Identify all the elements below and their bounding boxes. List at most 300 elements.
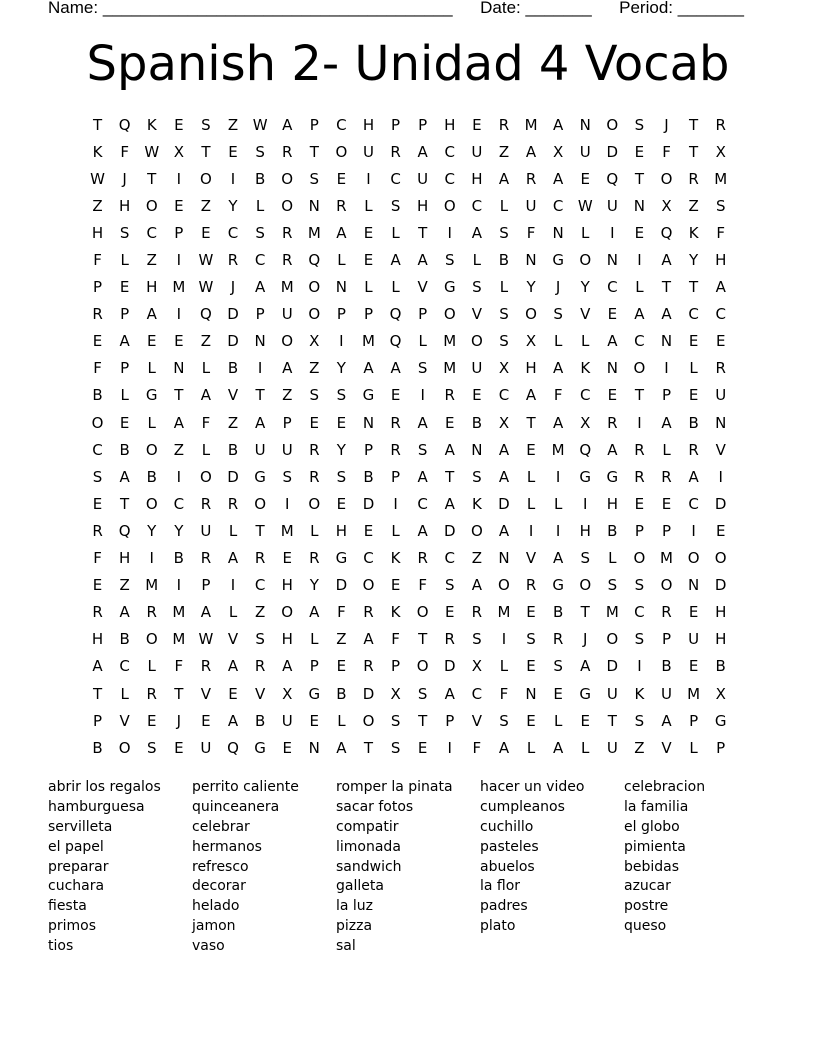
grid-letter: Z: [498, 142, 510, 161]
grid-letter: R: [607, 413, 618, 432]
grid-letter: S: [390, 738, 401, 757]
grid-letter: R: [309, 440, 320, 459]
word-bank-item: decorar: [192, 878, 246, 895]
grid-letter: R: [92, 305, 103, 324]
grid-letter: N: [525, 684, 537, 703]
grid-letter: O: [362, 576, 375, 595]
grid-letter: O: [579, 251, 592, 270]
grid-letter: Q: [200, 305, 212, 324]
grid-letter: A: [498, 521, 510, 540]
grid-letter: A: [282, 657, 293, 676]
grid-letter: S: [472, 467, 482, 486]
grid-letter: N: [498, 549, 510, 568]
grid-letter: E: [688, 332, 699, 351]
grid-letter: V: [254, 684, 266, 703]
grid-letter: D: [498, 494, 510, 513]
grid-letter: S: [526, 630, 536, 649]
grid-letter: O: [200, 169, 212, 188]
grid-letter: A: [282, 359, 293, 378]
grid-letter: L: [689, 738, 698, 757]
grid-letter: U: [579, 142, 591, 161]
grid-letter: E: [174, 332, 184, 351]
grid-letter: H: [715, 630, 727, 649]
grid-letter: X: [309, 332, 320, 351]
grid-letter: F: [499, 684, 509, 703]
grid-letter: V: [227, 630, 239, 649]
grid-letter: Z: [173, 440, 184, 459]
grid-letter: S: [92, 467, 103, 486]
grid-letter: E: [715, 521, 726, 540]
grid-letter: E: [526, 657, 536, 676]
grid-letter: N: [606, 251, 618, 270]
grid-letter: O: [525, 305, 537, 324]
grid-letter: A: [336, 738, 347, 757]
grid-letter: N: [606, 359, 618, 378]
grid-letter: L: [526, 494, 536, 513]
word-bank-item: sandwich: [336, 858, 402, 875]
grid-letter: S: [201, 115, 211, 134]
grid-letter: A: [336, 223, 347, 242]
grid-letter: P: [418, 115, 428, 134]
grid-letter: S: [309, 169, 320, 188]
grid-letter: I: [176, 251, 182, 270]
grid-letter: Y: [174, 521, 184, 540]
grid-letter: R: [498, 115, 510, 134]
grid-letter: L: [608, 549, 617, 568]
grid-letter: R: [471, 603, 483, 622]
grid-letter: P: [282, 413, 292, 432]
grid-letter: O: [633, 359, 646, 378]
grid-letter: S: [553, 305, 563, 324]
grid-letter: O: [308, 305, 321, 324]
grid-letter: H: [606, 494, 618, 513]
grid-letter: Q: [579, 440, 592, 459]
grid-letter: U: [606, 684, 618, 703]
word-bank-item: romper la pinata: [336, 779, 453, 795]
grid-letter: E: [634, 142, 645, 161]
grid-letter: D: [443, 657, 456, 676]
grid-letter: F: [93, 549, 102, 568]
grid-letter: X: [173, 142, 184, 161]
grid-letter: M: [443, 332, 457, 351]
grid-letter: T: [445, 467, 455, 486]
grid-letter: G: [308, 684, 321, 703]
grid-letter: T: [174, 386, 184, 405]
grid-letter: X: [471, 657, 482, 676]
grid-letter: O: [281, 332, 294, 351]
grid-letter: G: [579, 467, 592, 486]
word-bank-item: abuelos: [480, 858, 535, 875]
grid-letter: E: [688, 657, 699, 676]
grid-letter: E: [282, 738, 292, 757]
word-bank: [48, 778, 768, 957]
grid-letter: E: [363, 223, 374, 242]
grid-letter: D: [606, 657, 619, 676]
grid-letter: B: [336, 684, 347, 703]
grid-letter: S: [336, 386, 347, 405]
grid-letter: V: [417, 278, 428, 297]
grid-letter: G: [145, 386, 158, 405]
grid-letter: S: [255, 142, 265, 161]
grid-letter: P: [661, 386, 672, 405]
grid-letter: I: [528, 521, 534, 540]
grid-letter: S: [309, 386, 320, 405]
grid-letter: L: [418, 332, 427, 351]
grid-letter: L: [147, 413, 156, 432]
grid-letter: R: [200, 549, 212, 568]
grid-letter: Q: [389, 305, 402, 324]
grid-letter: A: [444, 494, 455, 513]
word-bank-item: primos: [48, 918, 97, 935]
word-bank-item: helado: [192, 898, 240, 915]
grid-letter: P: [174, 223, 184, 242]
grid-letter: A: [634, 305, 645, 324]
grid-letter: E: [174, 115, 184, 134]
grid-letter: W: [577, 196, 593, 215]
grid-letter: E: [580, 711, 590, 730]
grid-letter: U: [200, 738, 212, 757]
grid-letter: C: [336, 115, 347, 134]
grid-letter: F: [662, 142, 671, 161]
grid-letter: E: [634, 223, 645, 242]
grid-letter: P: [634, 521, 644, 540]
grid-letter: L: [581, 332, 590, 351]
grid-letter: F: [553, 386, 563, 405]
grid-letter: R: [363, 657, 374, 676]
grid-letter: T: [689, 115, 699, 134]
grid-letter: B: [227, 440, 239, 459]
grid-letter: R: [200, 657, 212, 676]
grid-letter: B: [227, 359, 239, 378]
grid-letter: O: [362, 711, 375, 730]
grid-letter: A: [661, 711, 672, 730]
grid-letter: P: [689, 711, 699, 730]
grid-letter: P: [363, 440, 373, 459]
grid-letter: U: [471, 359, 483, 378]
grid-letter: V: [471, 711, 482, 730]
grid-letter: V: [715, 440, 726, 459]
grid-letter: B: [92, 386, 103, 405]
grid-letter: A: [227, 657, 239, 676]
grid-letter: B: [119, 630, 130, 649]
grid-letter: A: [227, 711, 239, 730]
grid-letter: I: [393, 494, 398, 513]
grid-letter: D: [335, 576, 348, 595]
grid-letter: X: [715, 684, 726, 703]
grid-letter: L: [120, 386, 129, 405]
grid-letter: W: [198, 278, 214, 297]
grid-letter: S: [390, 711, 401, 730]
grid-letter: I: [420, 386, 425, 405]
grid-letter: X: [661, 196, 672, 215]
grid-letter: Q: [227, 738, 239, 757]
grid-letter: R: [444, 630, 455, 649]
grid-letter: R: [525, 169, 537, 188]
grid-letter: R: [254, 549, 266, 568]
word-bank-item: queso: [624, 918, 667, 935]
grid-letter: G: [443, 278, 456, 297]
grid-letter: A: [92, 657, 103, 676]
grid-letter: C: [688, 494, 699, 513]
word-bank-item: limonada: [336, 838, 401, 855]
grid-letter: P: [418, 305, 428, 324]
grid-letter: M: [687, 684, 701, 703]
grid-letter: D: [362, 684, 375, 703]
grid-letter: I: [555, 467, 561, 486]
grid-letter: M: [443, 359, 457, 378]
grid-letter: E: [146, 711, 157, 730]
grid-letter: X: [525, 332, 537, 351]
grid-letter: L: [391, 223, 400, 242]
grid-letter: S: [255, 223, 265, 242]
grid-letter: T: [147, 169, 157, 188]
grid-letter: G: [254, 467, 266, 486]
grid-letter: E: [688, 386, 699, 405]
grid-letter: T: [255, 386, 265, 405]
grid-letter: T: [607, 711, 617, 730]
grid-letter: R: [281, 223, 293, 242]
grid-letter: I: [637, 413, 642, 432]
grid-letter: U: [525, 196, 537, 215]
grid-letter: S: [499, 223, 509, 242]
grid-letter: L: [337, 711, 346, 730]
word-bank-item: el papel: [48, 838, 104, 855]
grid-letter: T: [661, 278, 672, 297]
grid-letter: T: [363, 738, 374, 757]
grid-letter: A: [363, 630, 374, 649]
grid-letter: E: [472, 115, 482, 134]
grid-letter: G: [335, 549, 348, 568]
word-bank-column: [624, 778, 768, 957]
grid-letter: E: [715, 332, 726, 351]
grid-letter: I: [149, 549, 154, 568]
grid-letter: L: [310, 630, 319, 649]
grid-letter: Z: [282, 386, 293, 405]
grid-letter: S: [336, 467, 347, 486]
grid-letter: N: [308, 738, 320, 757]
grid-letter: M: [362, 332, 375, 351]
grid-letter: G: [552, 576, 564, 595]
grid-letter: F: [526, 223, 536, 242]
grid-letter: F: [716, 223, 726, 242]
grid-letter: M: [605, 603, 619, 622]
grid-letter: L: [201, 440, 211, 459]
grid-letter: Z: [119, 576, 130, 595]
grid-letter: H: [91, 223, 104, 242]
grid-letter: R: [688, 440, 699, 459]
word-bank-item: celebrar: [192, 818, 250, 835]
grid-letter: G: [552, 251, 564, 270]
grid-letter: E: [526, 711, 536, 730]
grid-letter: D: [227, 305, 239, 324]
grid-letter: R: [92, 603, 103, 622]
grid-letter: U: [281, 711, 293, 730]
grid-letter: O: [470, 332, 483, 351]
grid-letter: A: [471, 223, 482, 242]
grid-letter: T: [689, 278, 699, 297]
grid-letter: T: [634, 386, 644, 405]
grid-letter: F: [93, 251, 102, 270]
grid-letter: I: [176, 305, 182, 324]
grid-letter: L: [337, 251, 346, 270]
grid-letter: S: [634, 630, 645, 649]
word-bank-item: quinceanera: [192, 798, 280, 815]
grid-letter: A: [444, 684, 455, 703]
grid-letter: A: [282, 115, 293, 134]
grid-letter: A: [661, 413, 672, 432]
grid-letter: Z: [200, 332, 212, 351]
grid-letter: M: [172, 603, 186, 622]
grid-letter: C: [390, 169, 401, 188]
grid-letter: O: [145, 494, 158, 513]
grid-letter: B: [254, 169, 266, 188]
grid-letter: S: [417, 359, 428, 378]
grid-letter: R: [254, 657, 266, 676]
grid-letter: F: [337, 603, 346, 622]
grid-letter: A: [417, 251, 428, 270]
grid-letter: Y: [228, 196, 238, 215]
word-bank-item: perrito caliente: [192, 779, 299, 795]
grid-letter: A: [688, 467, 699, 486]
grid-letter: N: [579, 115, 591, 134]
grid-letter: C: [471, 196, 483, 215]
grid-letter: E: [445, 413, 455, 432]
grid-letter: E: [174, 196, 184, 215]
grid-letter: L: [689, 359, 698, 378]
grid-letter: C: [688, 305, 699, 324]
grid-letter: S: [146, 738, 157, 757]
grid-letter: R: [309, 549, 320, 568]
grid-letter: F: [201, 413, 211, 432]
grid-letter: U: [254, 440, 266, 459]
grid-letter: A: [607, 440, 618, 459]
grid-letter: B: [471, 413, 482, 432]
grid-letter: Z: [336, 630, 347, 649]
grid-letter: O: [308, 278, 321, 297]
grid-letter: H: [281, 576, 293, 595]
grid-letter: L: [391, 521, 400, 540]
grid-letter: Z: [92, 196, 103, 215]
grid-letter: O: [308, 494, 321, 513]
grid-letter: P: [255, 305, 265, 324]
word-bank-item: fiesta: [48, 898, 87, 915]
grid-letter: R: [227, 494, 239, 513]
grid-letter: O: [254, 494, 267, 513]
grid-letter: O: [660, 169, 673, 188]
grid-letter: J: [555, 278, 561, 297]
grid-letter: Q: [118, 521, 131, 540]
grid-letter: S: [119, 223, 130, 242]
grid-letter: L: [581, 223, 590, 242]
word-bank-item: jamon: [192, 918, 236, 935]
grid-letter: A: [390, 359, 401, 378]
grid-letter: R: [417, 549, 428, 568]
grid-letter: W: [252, 115, 268, 134]
grid-letter: L: [147, 657, 156, 676]
grid-letter: R: [92, 521, 103, 540]
grid-letter: E: [634, 494, 645, 513]
grid-letter: H: [146, 278, 158, 297]
grid-letter: S: [499, 332, 509, 351]
date-label: Date:: [480, 0, 521, 17]
grid-letter: O: [416, 657, 429, 676]
grid-letter: L: [310, 521, 319, 540]
grid-letter: I: [176, 467, 182, 486]
grid-letter: V: [661, 738, 672, 757]
grid-letter: U: [471, 142, 483, 161]
grid-letter: G: [362, 386, 375, 405]
grid-letter: E: [580, 169, 590, 188]
grid-letter: C: [715, 305, 726, 324]
grid-letter: J: [583, 630, 588, 649]
grid-letter: C: [607, 278, 618, 297]
grid-letter: A: [553, 115, 564, 134]
name-blank: _____________________________________: [102, 0, 453, 17]
grid-letter: R: [309, 467, 320, 486]
grid-letter: Z: [200, 196, 212, 215]
grid-letter: E: [309, 711, 320, 730]
grid-letter: R: [390, 440, 401, 459]
grid-letter: L: [228, 521, 238, 540]
grid-letter: L: [364, 278, 373, 297]
grid-letter: I: [637, 251, 642, 270]
date-blank: _______: [525, 0, 592, 17]
grid-letter: I: [583, 494, 588, 513]
grid-letter: O: [714, 549, 727, 568]
grid-letter: A: [580, 657, 591, 676]
word-bank-item: refresco: [192, 858, 249, 875]
grid-letter: A: [254, 413, 266, 432]
grid-letter: I: [339, 332, 344, 351]
grid-letter: H: [715, 251, 727, 270]
grid-letter: P: [716, 738, 726, 757]
grid-letter: G: [606, 467, 619, 486]
grid-letter: Z: [634, 738, 645, 757]
grid-letter: D: [227, 332, 239, 351]
grid-letter: N: [254, 332, 266, 351]
grid-letter: R: [336, 196, 347, 215]
grid-letter: C: [417, 494, 428, 513]
grid-letter: Q: [308, 251, 321, 270]
grid-letter: P: [309, 657, 319, 676]
grid-letter: C: [227, 223, 239, 242]
grid-letter: A: [498, 467, 510, 486]
word-bank-column: [480, 778, 624, 957]
grid-letter: L: [228, 603, 238, 622]
grid-letter: Q: [660, 223, 673, 242]
grid-letter: P: [391, 657, 401, 676]
grid-letter: W: [144, 142, 160, 161]
grid-letter: O: [335, 142, 348, 161]
grid-letter: T: [418, 223, 428, 242]
grid-letter: C: [444, 142, 455, 161]
grid-letter: E: [201, 711, 211, 730]
grid-letter: T: [92, 115, 103, 134]
grid-letter: C: [634, 332, 645, 351]
grid-letter: O: [470, 521, 483, 540]
grid-letter: L: [120, 684, 129, 703]
grid-letter: R: [146, 684, 157, 703]
grid-letter: T: [92, 684, 103, 703]
grid-letter: A: [119, 332, 130, 351]
grid-letter: E: [553, 684, 563, 703]
grid-letter: E: [445, 603, 455, 622]
grid-letter: E: [228, 142, 238, 161]
grid-letter: B: [92, 738, 103, 757]
grid-letter: E: [661, 494, 672, 513]
word-bank-item: vaso: [192, 938, 225, 955]
grid-letter: L: [499, 657, 509, 676]
